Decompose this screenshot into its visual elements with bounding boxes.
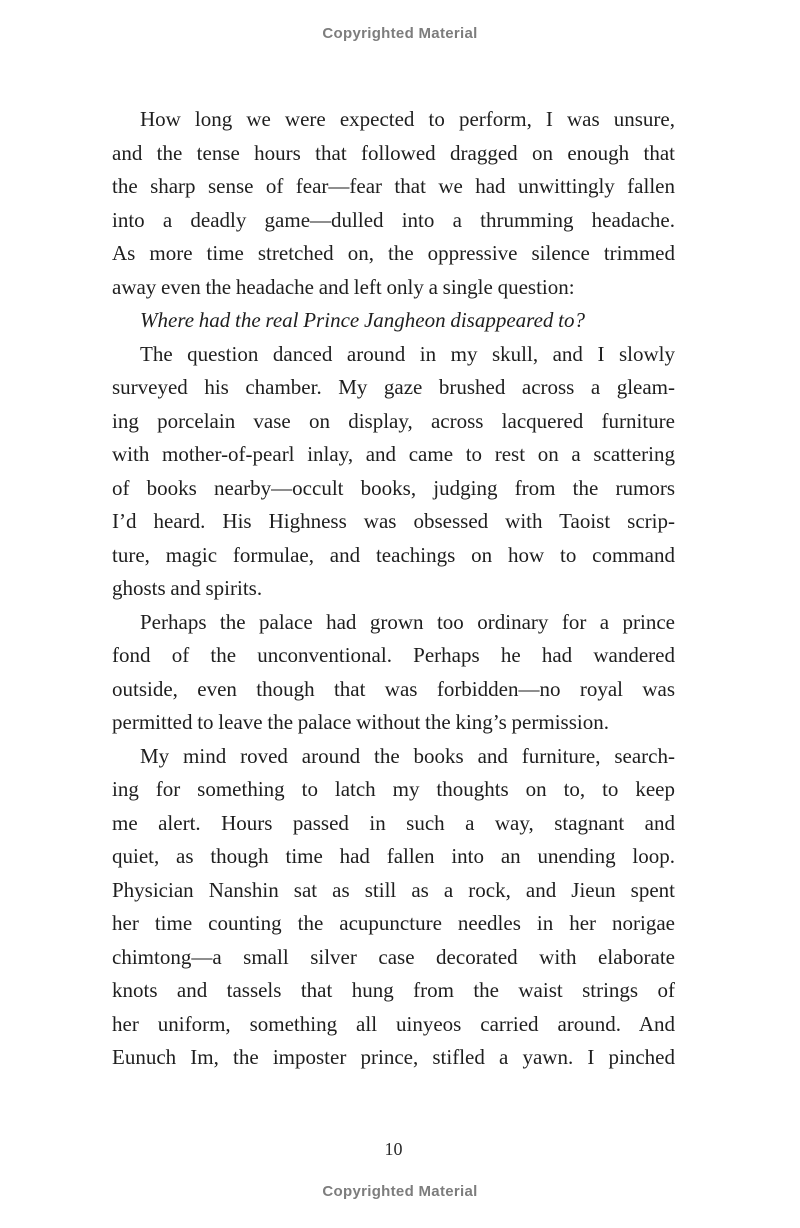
text-line: the sharp sense of fear—fear that we had unwittingly fallen <box>112 174 675 198</box>
paragraph <box>112 338 675 606</box>
text-line: her time counting the acupuncture needles in her norigae <box>112 911 675 935</box>
text-line: knots and tassels that hung from the waist strings of <box>112 978 675 1002</box>
text-line: quiet, as though time had fallen into an unending loop. <box>112 844 675 868</box>
copyright-notice-bottom: Copyrighted Material <box>322 1183 478 1200</box>
text-line: Where had the real Prince Jangheon disappeared to? <box>140 308 585 332</box>
paragraph <box>112 606 675 740</box>
paragraph <box>112 740 675 1075</box>
text-line: of books nearby—occult books, judging from the rumors <box>112 475 675 500</box>
text-line: surveyed his chamber. My gaze brushed across a gleam- <box>112 375 675 399</box>
text-line: ture, magic formulae, and teachings on how to command <box>112 542 675 567</box>
body-text-block <box>112 103 675 1075</box>
text-line: How long we were expected to perform, I was unsure, <box>140 107 675 131</box>
text-line: with mother-of-pearl inlay, and came to rest on a scattering <box>112 442 675 466</box>
page-number: 10 <box>384 1139 403 1159</box>
text-line: chimtong—a small silver case decorated with elaborate <box>112 944 675 969</box>
text-line: and the tense hours that followed dragged on enough that <box>112 140 675 165</box>
text-line: ing porcelain vase on display, across lacquered furniture <box>112 408 675 433</box>
text-line: her uniform, something all uinyeos carried around. And <box>112 1011 675 1036</box>
text-line: My mind roved around the books and furniture, search- <box>140 743 675 768</box>
text-line: Perhaps the palace had grown too ordinary for a prince <box>140 609 675 634</box>
text-line: me alert. Hours passed in such a way, stagnant and <box>112 810 675 835</box>
text-line: away even the headache and left only a single question: <box>112 274 575 299</box>
text-line: Eunuch Im, the imposter prince, stifled a yawn. I pinched <box>112 1045 675 1069</box>
text-line: Physician Nanshin sat as still as a rock, and Jieun spent <box>112 877 675 902</box>
text-line: As more time stretched on, the oppressive silence trimmed <box>112 241 675 265</box>
text-line: I’d heard. His Highness was obsessed with Taoist scrip- <box>112 509 675 533</box>
text-line: outside, even though that was forbidden—no royal was <box>112 676 675 701</box>
text-line: permitted to leave the palace without the king’s permission. <box>112 710 609 734</box>
text-line: The question danced around in my skull, and I slowly <box>140 341 675 366</box>
text-line: into a deadly game—dulled into a thrumming headache. <box>112 207 675 232</box>
paragraph <box>112 103 675 304</box>
text-line: fond of the unconventional. Perhaps he had wandered <box>112 643 675 667</box>
text-line: ing for something to latch my thoughts on to, to keep <box>112 777 675 801</box>
text-line: ghosts and spirits. <box>112 576 263 600</box>
copyright-notice-top: Copyrighted Material <box>322 25 478 42</box>
paragraph-italic <box>112 304 675 338</box>
